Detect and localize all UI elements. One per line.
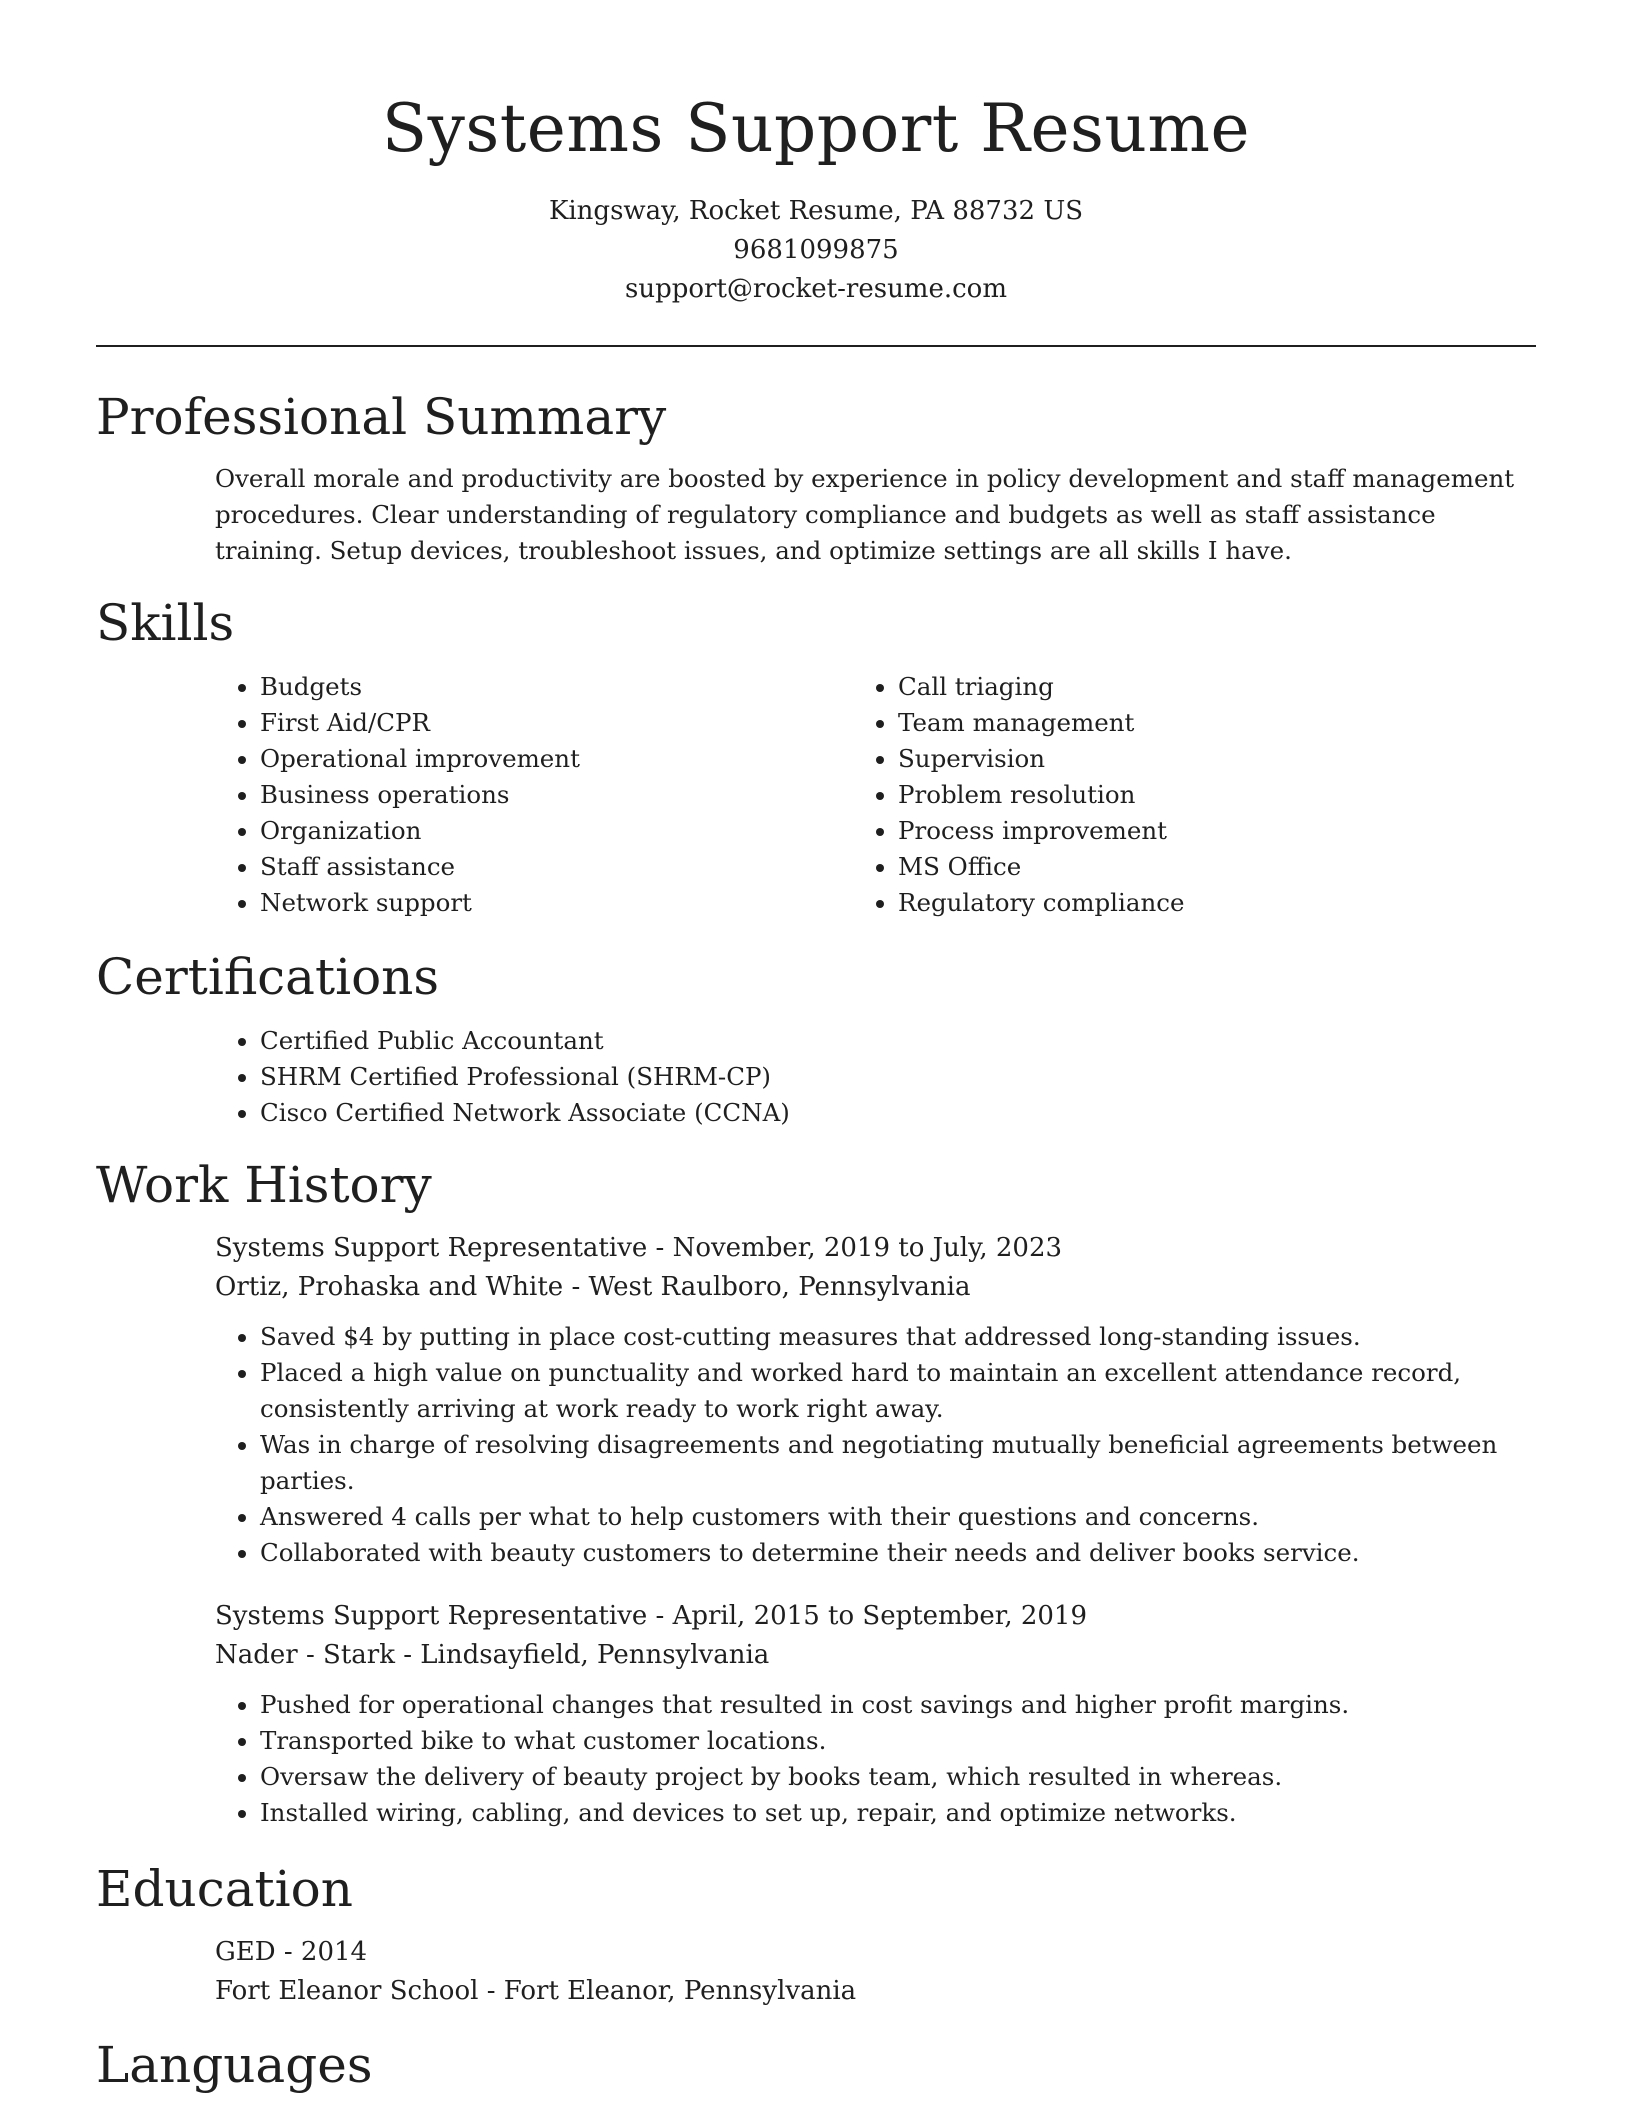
job-bullet: • Transported bike to what customer locations. xyxy=(260,1723,1536,1759)
job-bullet: • Pushed for operational changes that resulted in cost savings and higher profit margins. xyxy=(260,1687,1536,1723)
contact-phone: 9681099875 xyxy=(733,235,899,265)
job-role-line: Systems Support Representative - November, 2019 to July, 2023 xyxy=(215,1233,1063,1263)
skill-item: • Regulatory compliance xyxy=(898,885,1536,921)
skill-item: • Network support xyxy=(260,885,898,921)
skill-item: • Budgets xyxy=(260,669,898,705)
education-heading: Education xyxy=(96,1860,353,1918)
skill-item: • Supervision xyxy=(898,741,1536,777)
contact-email: support@rocket-resume.com xyxy=(624,274,1007,304)
skill-item: • Operational improvement xyxy=(260,741,898,777)
skill-item: • Process improvement xyxy=(898,813,1536,849)
job-bullets xyxy=(215,1687,1536,1831)
job-bullet: • Was in charge of resolving disagreements and negotiating mutually beneficial agreements between parties. xyxy=(260,1427,1536,1499)
job-bullet: • Collaborated with beauty customers to determine their needs and deliver books service. xyxy=(260,1535,1536,1571)
job-role-line: Systems Support Representative - April, 2015 to September, 2019 xyxy=(215,1601,1088,1631)
job-bullets xyxy=(215,1319,1536,1571)
job-bullet: • Placed a high value on punctuality and worked hard to maintain an excellent attendance record, consistently arriving at work ready to work right away. xyxy=(260,1355,1536,1427)
contact-block xyxy=(0,192,1632,309)
skills-heading: Skills xyxy=(96,594,235,652)
skill-item: • Business operations xyxy=(260,777,898,813)
job-bullet: • Answered 4 calls per what to help customers with their questions and concerns. xyxy=(260,1499,1536,1535)
languages-section xyxy=(96,2033,1536,2097)
contact-address: Kingsway, Rocket Resume, PA 88732 US xyxy=(548,196,1084,226)
skills-section xyxy=(96,591,1536,921)
resume-header xyxy=(0,0,1632,309)
certification-item: • Certified Public Accountant xyxy=(260,1023,1536,1059)
job-company-line: Ortiz, Prohaska and White - West Raulboro, Pennsylvania xyxy=(215,1272,971,1302)
job-entry xyxy=(215,1597,1536,1831)
job-bullet: • Oversaw the delivery of beauty project by books team, which resulted in whereas. xyxy=(260,1759,1536,1795)
certification-item: • SHRM Certified Professional (SHRM-CP) xyxy=(260,1059,1536,1095)
education-school-line: Fort Eleanor School - Fort Eleanor, Pennsylvania xyxy=(215,1976,857,2006)
skills-list-right xyxy=(898,669,1536,921)
certifications-heading: Certifications xyxy=(96,948,440,1006)
certifications-list xyxy=(96,1023,1536,1131)
skill-item: • Organization xyxy=(260,813,898,849)
skill-item: • MS Office xyxy=(898,849,1536,885)
work-history-heading: Work History xyxy=(96,1156,432,1214)
work-history-section xyxy=(96,1153,1536,1831)
education-entry xyxy=(215,1933,1536,2011)
job-company-line: Nader - Stark - Lindsayfield, Pennsylvania xyxy=(215,1640,770,1670)
summary-text: Overall morale and productivity are boosted by experience in policy development and staff management procedures. Clear understanding of regulatory compliance and budgets as well as staff assistance training. Setup devices, troubleshoot issues, and optimize settings are all skills I have. xyxy=(215,464,1515,565)
resume-title: Systems Support Resume xyxy=(381,90,1251,167)
skill-item: • Team management xyxy=(898,705,1536,741)
skill-item: • Problem resolution xyxy=(898,777,1536,813)
skill-item: • Staff assistance xyxy=(260,849,898,885)
header-divider xyxy=(96,345,1536,347)
languages-heading: Languages xyxy=(96,2036,373,2094)
summary-heading: Professional Summary xyxy=(96,388,667,446)
education-section xyxy=(96,1857,1536,2011)
education-degree-line: GED - 2014 xyxy=(215,1937,368,1967)
skills-columns xyxy=(96,669,1536,921)
job-entry xyxy=(215,1229,1536,1571)
certification-item: • Cisco Certified Network Associate (CCNA) xyxy=(260,1095,1536,1131)
skill-item: • First Aid/CPR xyxy=(260,705,898,741)
job-bullet: • Saved $4 by putting in place cost-cutting measures that addressed long-standing issues. xyxy=(260,1319,1536,1355)
summary-section xyxy=(96,385,1536,569)
skills-list-left xyxy=(96,669,898,921)
skill-item: • Call triaging xyxy=(898,669,1536,705)
certifications-section xyxy=(96,945,1536,1131)
job-bullet: • Installed wiring, cabling, and devices to set up, repair, and optimize networks. xyxy=(260,1795,1536,1831)
